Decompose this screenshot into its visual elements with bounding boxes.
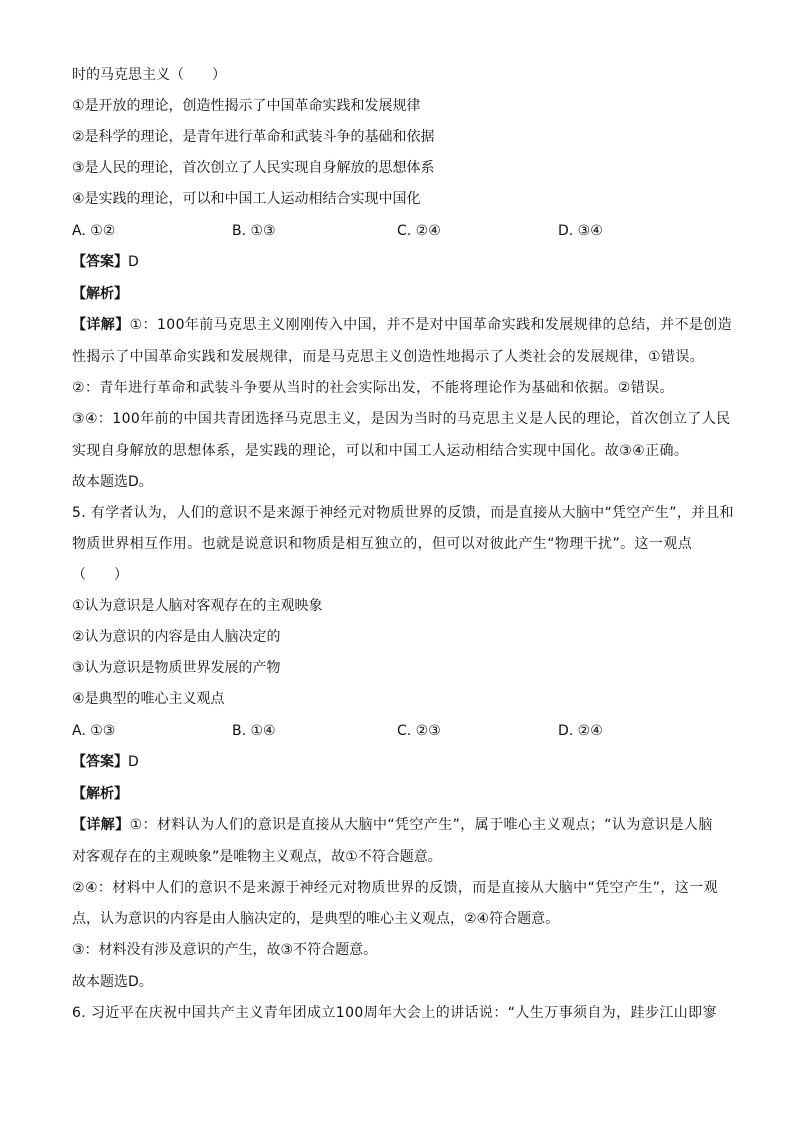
- q4-option-a: A. ①②: [72, 223, 116, 239]
- q4-item-3: ③是人民的理论，首次创立了人民实现自身解放的思想体系: [72, 160, 435, 176]
- detail-label: 【详解】: [72, 317, 130, 333]
- q4-item-2: ②是科学的理论，是青年进行革命和武装斗争的基础和依据: [72, 129, 435, 145]
- q5-detail-line-2: 对客观存在的主观映象”是唯物主义观点，故①不符合题意。: [72, 849, 442, 865]
- q5-option-a: A. ①③: [72, 723, 116, 739]
- q4-detail-line-2: 性揭示了中国革命实践和发展规律，而是马克思主义创造性地揭示了人类社会的发展规律，①错误。: [72, 349, 705, 365]
- q5-option-c: C. ②③: [397, 723, 441, 739]
- q5-stem-line-2: 物质世界相互作用。也就是说意识和物质是相互独立的，但可以对彼此产生“物理干扰”。这一观点: [72, 536, 693, 552]
- q4-answer: [72, 253, 139, 271]
- q4-detail-line-4: ③④：100年前的中国共青团选择马克思主义，是因为当时的马克思主义是人民的理论，首次创立了人民: [72, 411, 731, 427]
- q4-conclusion: 故本题选D。: [72, 474, 153, 490]
- q5-item-4: ④是典型的唯心主义观点: [72, 691, 225, 707]
- q5-option-b: B. ①④: [232, 723, 276, 739]
- q4-option-c: C. ②④: [397, 223, 441, 239]
- q5-detail-line-5: ③：材料没有涉及意识的产生，故③不符合题意。: [72, 942, 378, 958]
- q5-analysis-label: 【解析】: [72, 786, 128, 802]
- q5-stem-line-1: 5. 有学者认为，人们的意识不是来源于神经元对物质世界的反馈，而是直接从大脑中“凭空产生”，并且和: [72, 505, 734, 521]
- q5-item-1: ①认为意识是人脑对客观存在的主观映象: [72, 598, 323, 614]
- answer-label: 【答案】: [72, 754, 128, 770]
- q5-item-3: ③认为意识是物质世界发展的产物: [72, 660, 281, 676]
- answer-label: 【答案】: [72, 254, 128, 270]
- q5-answer: [72, 753, 139, 771]
- q5-option-d: D. ②④: [558, 723, 603, 739]
- q4-item-4: ④是实践的理论，可以和中国工人运动相结合实现中国化: [72, 191, 421, 207]
- q4-item-1: ①是开放的理论，创造性揭示了中国革命实践和发展规律: [72, 98, 421, 114]
- q4-option-b: B. ①③: [232, 223, 276, 239]
- q4-detail-line-3: ②：青年进行革命和武装斗争要从当时的社会实际出发，不能将理论作为基础和依据。②错误。: [72, 380, 674, 396]
- detail-text: ①：100年前马克思主义刚刚传入中国，并不是对中国革命实践和发展规律的总结，并不是创造: [129, 317, 733, 333]
- q4-stem-tail: 时的马克思主义（ ）: [72, 67, 226, 83]
- q4-option-d: D. ③④: [558, 223, 603, 239]
- q5-stem-line-3: （ ）: [72, 567, 128, 583]
- detail-text: ①：材料认为人们的意识是直接从大脑中“凭空产生”，属于唯心主义观点；“认为意识是人脑: [129, 817, 713, 833]
- q5-detail-line-3: ②④：材料中人们的意识不是来源于神经元对物质世界的反馈，而是直接从大脑中“凭空产生”，这一观: [72, 880, 719, 896]
- q5-detail-line-1: [72, 816, 713, 834]
- answer-value: D: [128, 754, 139, 770]
- answer-value: D: [128, 254, 139, 270]
- q5-item-2: ②认为意识的内容是由人脑决定的: [72, 629, 281, 645]
- q5-detail-line-4: 点，认为意识的内容是由人脑决定的，是典型的唯心主义观点，②④符合题意。: [72, 911, 560, 927]
- q6-stem-line-1: 6. 习近平在庆祝中国共产主义青年团成立100周年大会上的讲话说：“人生万事须自为，跬步江山即寥: [72, 1005, 717, 1021]
- q4-analysis-label: 【解析】: [72, 286, 128, 302]
- detail-label: 【详解】: [72, 817, 130, 833]
- q5-conclusion: 故本题选D。: [72, 974, 153, 990]
- q4-detail-line-5: 实现自身解放的思想体系，是实践的理论，可以和中国工人运动相结合实现中国化。故③④正确。: [72, 443, 689, 459]
- q4-detail-line-1: [72, 316, 732, 334]
